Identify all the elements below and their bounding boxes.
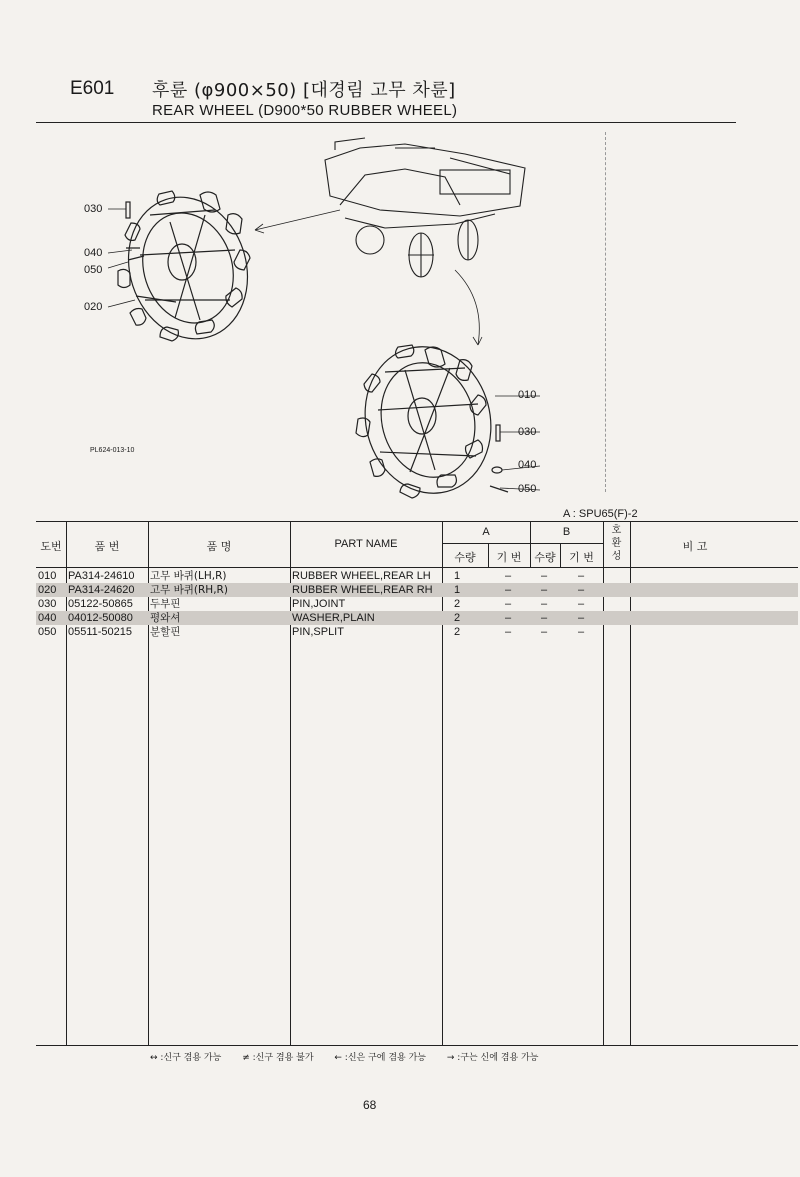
- interchange-legend: [150, 1050, 556, 1063]
- header-machine-a: 기 번: [496, 551, 522, 564]
- exploded-view-illustration: [0, 120, 800, 500]
- model-note: A : SPU65(F)-2: [563, 508, 638, 520]
- page-number: 68: [363, 1098, 377, 1112]
- table-row: 020 PA314-24620 고무 바퀴(RH,R) RUBBER WHEEL,REAR RH 1 – – –: [36, 583, 798, 597]
- header-remarks: 비 고: [682, 540, 708, 553]
- header-group-b: B: [562, 526, 571, 538]
- table-row: 030 05122-50865 두부핀 PIN,JOINT 2 – – –: [38, 598, 585, 610]
- header-item-no: 도번: [40, 540, 62, 553]
- callout-050-left: 050: [84, 264, 103, 276]
- left-wheel-drawing: [111, 182, 266, 355]
- page-title-korean: 후륜 (φ900×50) [대경림 고무 차륜]: [152, 80, 456, 101]
- header-name-korean: 품 명: [206, 540, 232, 553]
- legend-item: ↔ :신구 겸용 가능: [150, 1053, 222, 1063]
- header-interchange: 호 환 성: [611, 525, 622, 562]
- tractor-drawing: [325, 138, 525, 277]
- header-qty-b: 수량: [534, 551, 556, 564]
- callout-020-left: 020: [84, 301, 103, 313]
- header-part-no: 품 번: [94, 540, 120, 553]
- callout-040-right: 040: [518, 459, 537, 471]
- legend-item: ≠ :신구 겸용 불가: [242, 1053, 314, 1063]
- header-machine-b: 기 번: [569, 551, 594, 564]
- figure-reference: PL624-013-10: [90, 447, 135, 454]
- parts-table: [36, 521, 798, 1046]
- table-row: 050 05511-50215 분할핀 PIN,SPLIT 2 – – –: [38, 626, 585, 638]
- page-title-english: REAR WHEEL (D900*50 RUBBER WHEEL): [152, 102, 458, 119]
- callout-030-right: 030: [518, 426, 537, 438]
- leader-lines: [108, 209, 540, 490]
- right-wheel-drawing: [349, 332, 508, 500]
- table-row: 010 PA314-24610 고무 바퀴(LH,R) RUBBER WHEEL,REAR LH 1 – – –: [38, 570, 585, 582]
- page-code: E601: [70, 78, 115, 99]
- callout-050-right: 050: [518, 483, 537, 495]
- legend-item: ← :신은 구에 겸용 가능: [334, 1053, 426, 1063]
- header-group-a: A: [482, 526, 490, 538]
- callout-030-left: 030: [84, 203, 103, 215]
- header-part-name: PART NAME: [334, 538, 398, 550]
- legend-item: → :구는 신에 겸용 가능: [446, 1053, 539, 1063]
- callout-040-left: 040: [84, 247, 103, 259]
- callout-010-right: 010: [518, 389, 537, 401]
- table-row: 040 04012-50080 평와셔 WASHER,PLAIN 2 – – –: [36, 611, 798, 625]
- header-qty-a: 수량: [454, 551, 476, 564]
